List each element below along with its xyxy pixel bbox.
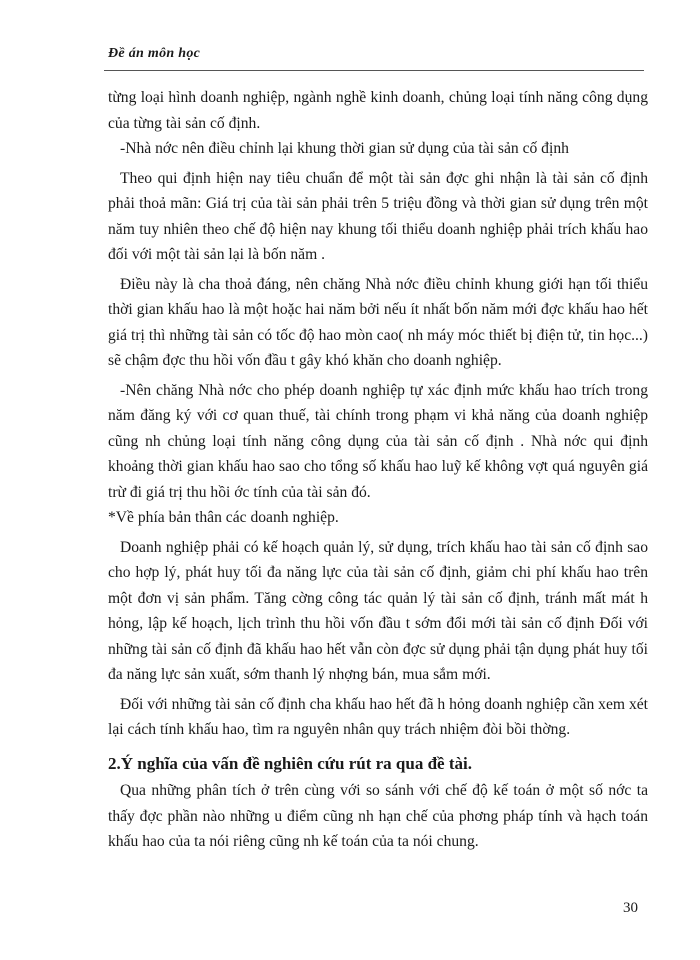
page-number: 30 (623, 900, 638, 916)
paragraph: -Nên chăng Nhà nớc cho phép doanh nghiệp tự xác định mức khấu hao trích trong năm đăng ký với cơ quan thuế, tài chính trong phạm vi khả năng của doanh nghiệp cũng nh chủng loại tính năng công dụng của tài sản cố định . Nhà nớc qui định khoảng thời gian khấu hao sao cho tổng số khấu hao luỹ kế không vợt quá nguyên giá trừ đi giá trị thu hồi ớc tính của tài sản đó. (108, 381, 648, 501)
running-header: Đề án môn học (108, 46, 201, 61)
paragraph: -Nhà nớc nên điều chỉnh lại khung thời gian sử dụng của tài sản cố định (120, 140, 569, 157)
paragraph: Đối với những tài sản cố định cha khấu hao hết đã h hỏng doanh nghiệp cần xem xét lại cách tính khấu hao, tìm ra nguyên nhân quy trách nhiệm đòi bồi thờng. (108, 695, 648, 738)
paragraph: Doanh nghiệp phải có kế hoạch quản lý, sử dụng, trích khấu hao tài sản cố định sao cho hợp lý, phát huy tối đa năng lực của tài sản cố định, giảm chi phí khấu hao trên một đơn vị sản phẩm. Tăng cờng công tác quản lý tài sản cố định, tránh mất mát h hỏng, lập kế hoạch, lịch trình thu hồi vốn đầu t sớm đổi mới tài sản cố định Đối với những tài sản cố định đã khấu hao hết vẫn còn đợc sử dụng phải tận dụng phát huy tối đa năng lực sản xuất, sớm thanh lý nhợng bán, mua sắm mới. (108, 538, 648, 683)
paragraph: Theo qui định hiện nay tiêu chuẩn để một tài sản đợc ghi nhận là tài sản cố định phải thoả mãn: Giá trị của tài sản phải trên 5 triệu đồng và thời gian sử dụng trên một năm tuy nhiên theo chế độ hiện nay khung tối thiểu doanh nghiệp phải trích khấu hao đối với một tài sản lại là bốn năm . (108, 169, 648, 263)
closing-paragraph: Qua những phân tích ở trên cùng với so sánh với chế độ kế toán ở một số nớc ta thấy đợc phần nào những u điểm cũng nh hạn chế của phơng pháp tính và hạch toán khấu hao của ta nói riêng cũng nh kế toán của ta nói chung. (108, 782, 648, 850)
document-body (108, 85, 648, 855)
paragraph: từng loại hình doanh nghiệp, ngành nghề kinh doanh, chủng loại tính năng công dụng của từng tài sản cố định. (108, 89, 648, 132)
paragraph: Điều này là cha thoả đáng, nên chăng Nhà nớc điều chỉnh khung giới hạn tối thiểu thời gian khấu hao là một hoặc hai năm bởi nếu ít nhất bốn năm mới đợc khấu hao hết giá trị thì những tài sản có tốc độ hao mòn cao( nh máy móc thiết bị điện tử, tin học...) sẽ chậm đợc thu hồi vốn đầu t gây khó khăn cho doanh nghiệp. (108, 275, 648, 369)
paragraph: *Về phía bản thân các doanh nghiệp. (108, 509, 339, 526)
section-heading: 2.Ý nghĩa của vấn đề nghiên cứu rút ra qua đề tài. (108, 753, 472, 773)
header-divider (104, 70, 644, 71)
